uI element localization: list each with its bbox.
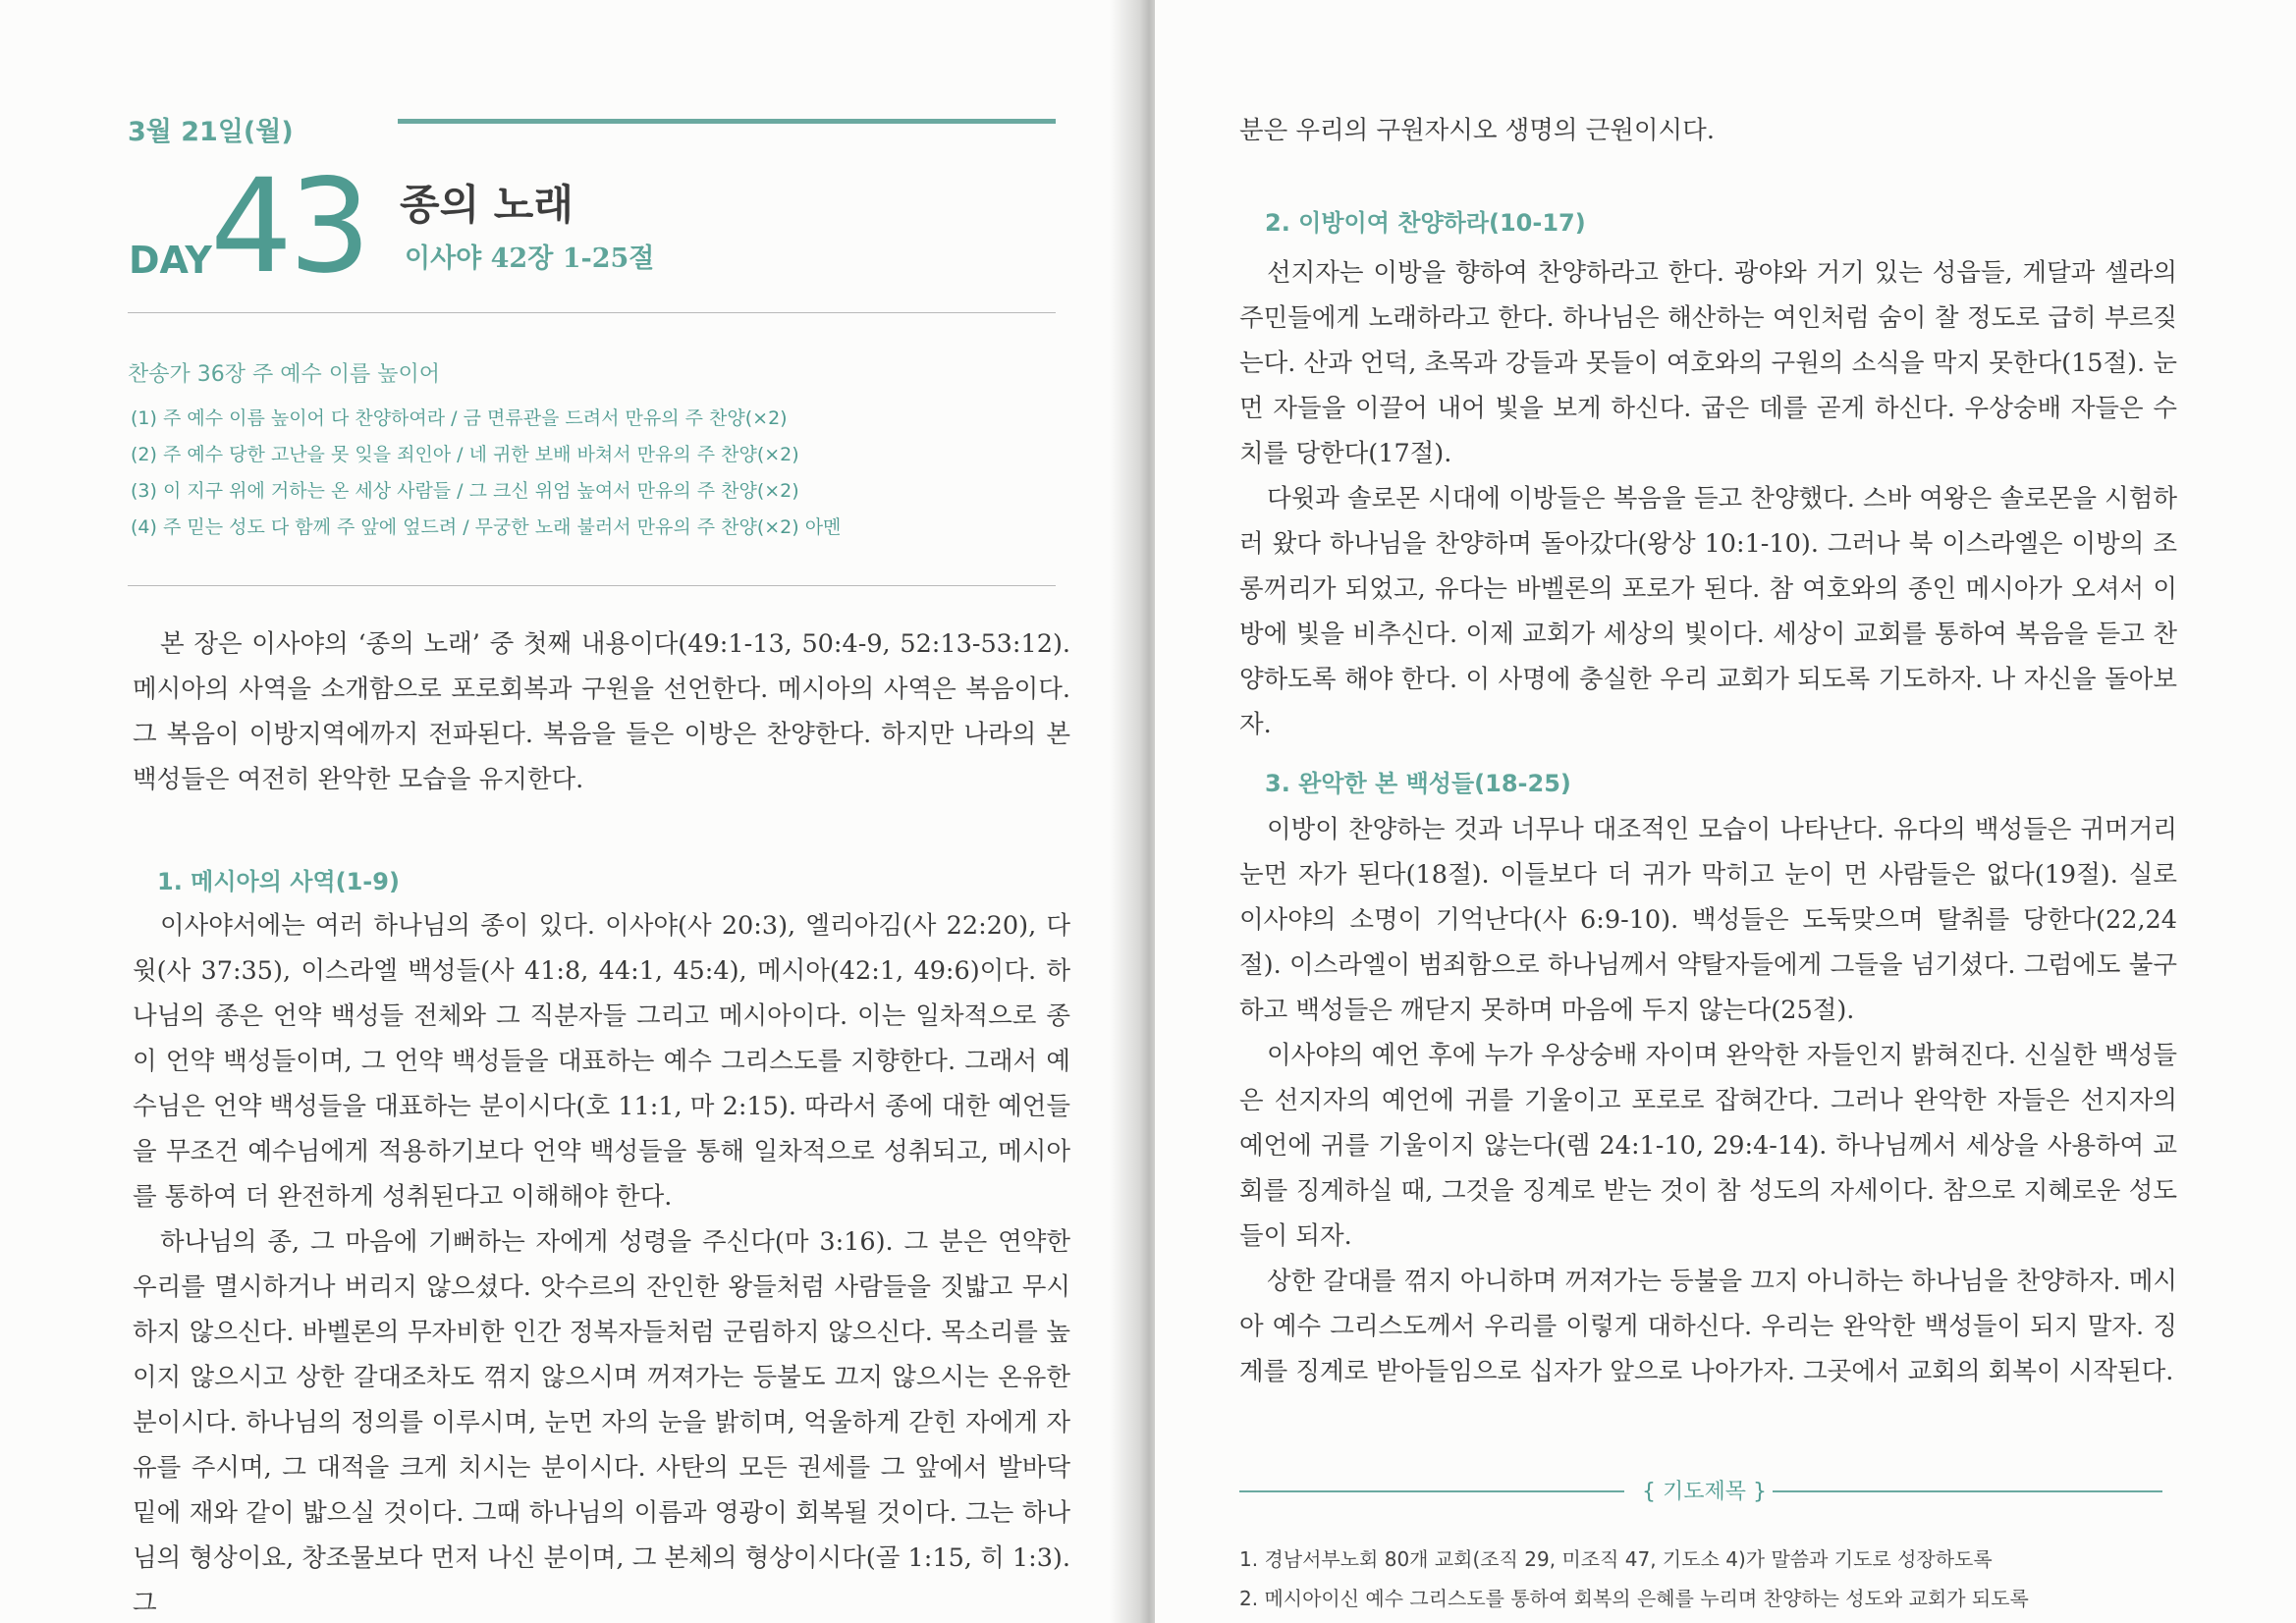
section-heading-1: 1. 메시아의 사역(1-9) xyxy=(157,868,400,895)
hymn-verse: (3) 이 지구 위에 거하는 온 세상 사람들 / 그 크신 위엄 높여서 만유의 주 찬양(×2) xyxy=(131,480,799,502)
body-paragraph: 이사야서에는 여러 하나님의 종이 있다. 이사야(사 20:3), 엘리아김(사 22:20), 다윗(사 37:35), 이스라엘 백성들(사 41:8, 44:1, 45:4), 메시아(42:1, 49:6)이다. 하나님의 종은 언약 백성들 전체와 그 직분자들 그리고 메시아이다. 이는 일차적으로 종이 언약 백성들이며, 그 언약 백성들을 대표하는 예수 그리스도를 지향한다. 그래서 예수님은 언약 백성들을 대표하는 분이시다(호 11:1, 마 2:15). 따라서 종에 대한 예언들을 무조건 예수님에게 적용하기보다 언약 백성들을 통해 일차적으로 성취되고, 메시아를 통하여 더 완전하게 성취된다고 이해해야 한다. xyxy=(133,911,1070,1212)
hymn-divider xyxy=(128,585,1056,586)
day-number: 43 xyxy=(210,151,367,302)
devotional-date: 3월 21일(월) xyxy=(128,117,294,147)
prayer-heading: { 기도제목 } xyxy=(1636,1475,1773,1505)
hymn-verse: (4) 주 믿는 성도 다 함께 주 앞에 엎드려 / 무궁한 노래 불러서 만유의 주 찬양(×2) 아멘 xyxy=(131,516,842,538)
body-paragraph: 다윗과 솔로몬 시대에 이방들은 복음을 듣고 찬양했다. 스바 여왕은 솔로몬을 시험하러 왔다 하나님을 찬양하며 돌아갔다(왕상 10:1-10). 그러나 북 이스라엘은 이방의 조롱꺼리가 되었고, 유다는 바벨론의 포로가 된다. 참 여호와의 종인 메시아가 오셔서 이방에 빛을 비추신다. 이제 교회가 세상의 빛이다. 세상이 교회를 통하여 복음을 듣고 찬양하도록 해야 한다. 이 사명에 충실한 우리 교회가 되도록 기도하자. 나 자신을 돌아보자. xyxy=(1239,484,2177,739)
hymn-verse: (1) 주 예수 이름 높이어 다 찬양하여라 / 금 면류관을 드려서 만유의 주 찬양(×2) xyxy=(131,407,788,429)
continued-paragraph: 분은 우리의 구원자시오 생명의 근원이시다. xyxy=(1239,116,1715,145)
section-3-body xyxy=(1239,807,2177,1394)
hymn-title: 찬송가 36장 주 예수 이름 높이어 xyxy=(128,362,440,387)
header-rule xyxy=(398,119,1056,124)
section-2-body xyxy=(1239,250,2177,747)
body-paragraph: 선지자는 이방을 향하여 찬양하라고 한다. 광야와 거기 있는 성읍들, 게달과 셀라의 주민들에게 노래하라고 한다. 하나님은 해산하는 여인처럼 숨이 찰 정도로 급히 부르짖는다. 산과 언덕, 초목과 강들과 못들이 여호와의 구원의 소식을 막지 못한다(15절). 눈먼 자들을 이끌어 내어 빛을 보게 하신다. 굽은 데를 곧게 하신다. 우상숭배 자들은 수치를 당한다(17절). xyxy=(1239,258,2177,468)
hymn-verse: (2) 주 예수 당한 고난을 못 잊을 죄인아 / 네 귀한 보배 바쳐서 만유의 주 찬양(×2) xyxy=(131,444,799,465)
body-paragraph: 상한 갈대를 꺾지 아니하며 꺼져가는 등불을 끄지 아니하는 하나님을 찬양하자. 메시아 예수 그리스도께서 우리를 이렇게 대하신다. 우리는 완악한 백성들이 되지 말자. 징계를 징계로 받아들임으로 십자가 앞으로 나아가자. 그곳에서 교회의 회복이 시작된다. xyxy=(1239,1267,2177,1386)
scripture-passage: 이사야 42장 1-25절 xyxy=(405,243,655,274)
section-1-body xyxy=(133,903,1070,1623)
right-page xyxy=(1155,0,2296,1623)
prayer-list xyxy=(1239,1540,2182,1618)
prayer-item: 2. 메시아이신 예수 그리스도를 통하여 회복의 은혜를 누리며 찬양하는 성도와 교회가 되도록 xyxy=(1239,1587,2029,1610)
day-label: DAY xyxy=(129,239,212,282)
body-paragraph: 이방이 찬양하는 것과 너무나 대조적인 모습이 나타난다. 유다의 백성들은 귀머거리 눈먼 자가 된다(18절). 이들보다 더 귀가 막히고 눈이 먼 사람들은 없다(19절). 실로 이사야의 소명이 기억난다(사 6:9-10). 백성들은 도둑맞으며 탈취를 당한다(22,24절). 이스라엘이 범죄함으로 하나님께서 약탈자들에게 그들을 넘기셨다. 그럼에도 불구하고 백성들은 깨닫지 못하며 마음에 두지 않는다(25절). xyxy=(1239,815,2177,1025)
body-paragraph: 이사야의 예언 후에 누가 우상숭배 자이며 완악한 자들인지 밝혀진다. 신실한 백성들은 선지자의 예언에 귀를 기울이고 포로로 잡혀간다. 그러나 완악한 자들은 선지자의 예언에 귀를 기울이지 않는다(렘 24:1-10, 29:4-14). 하나님께서 세상을 사용하여 교회를 징계하실 때, 그것을 징계로 받는 것이 참 성도의 자세이다. 참으로 지혜로운 성도들이 되자. xyxy=(1239,1041,2177,1251)
continued-text xyxy=(1239,108,2177,153)
body-paragraph: 하나님의 종, 그 마음에 기뻐하는 자에게 성령을 주신다(마 3:16). 그 분은 연약한 우리를 멸시하거나 버리지 않으셨다. 앗수르의 잔인한 왕들처럼 사람들을 짓밟고 무시하지 않으신다. 바벨론의 무자비한 인간 정복자들처럼 군림하지 않으신다. 목소리를 높이지 않으시고 상한 갈대조차도 꺾지 않으시며 꺼져가는 등불도 끄지 않으시는 온유한 분이시다. 하나님의 정의를 이루시며, 눈먼 자의 눈을 밝히며, 억울하게 갇힌 자에게 자유를 주시며, 그 대적을 크게 치시는 분이시다. 사탄의 모든 권세를 그 앞에서 발바닥 밑에 재와 같이 밟으실 것이다. 그때 하나님의 이름과 영광이 회복될 것이다. 그는 하나님의 형상이요, 창조물보다 먼저 나신 분이며, 그 본체의 형상이시다(골 1:15, 히 1:3). 그 xyxy=(133,1227,1070,1618)
prayer-rule-left xyxy=(1239,1490,1624,1492)
section-heading-2: 2. 이방이여 찬양하라(10-17) xyxy=(1265,209,1586,237)
page-title: 종의 노래 xyxy=(400,181,574,229)
intro-text xyxy=(133,622,1070,802)
left-page xyxy=(0,0,1141,1623)
header-divider xyxy=(128,312,1056,313)
prayer-rule-right xyxy=(1768,1490,2162,1492)
section-heading-3: 3. 완악한 본 백성들(18-25) xyxy=(1265,770,1571,797)
prayer-item: 1. 경남서부노회 80개 교회(조직 29, 미조직 47, 기도소 4)가 말씀과 기도로 성장하도록 xyxy=(1239,1547,1993,1571)
intro-paragraph: 본 장은 이사야의 ‘종의 노래’ 중 첫째 내용이다(49:1-13, 50:4-9, 52:13-53:12). 메시아의 사역을 소개함으로 포로회복과 구원을 선언한다. 메시아의 사역은 복음이다. 그 복음이 이방지역에까지 전파된다. 복음을 들은 이방은 찬양한다. 하지만 나라의 본 백성들은 여전히 완악한 모습을 유지한다. xyxy=(133,629,1070,794)
hymn-verses xyxy=(131,401,1073,546)
